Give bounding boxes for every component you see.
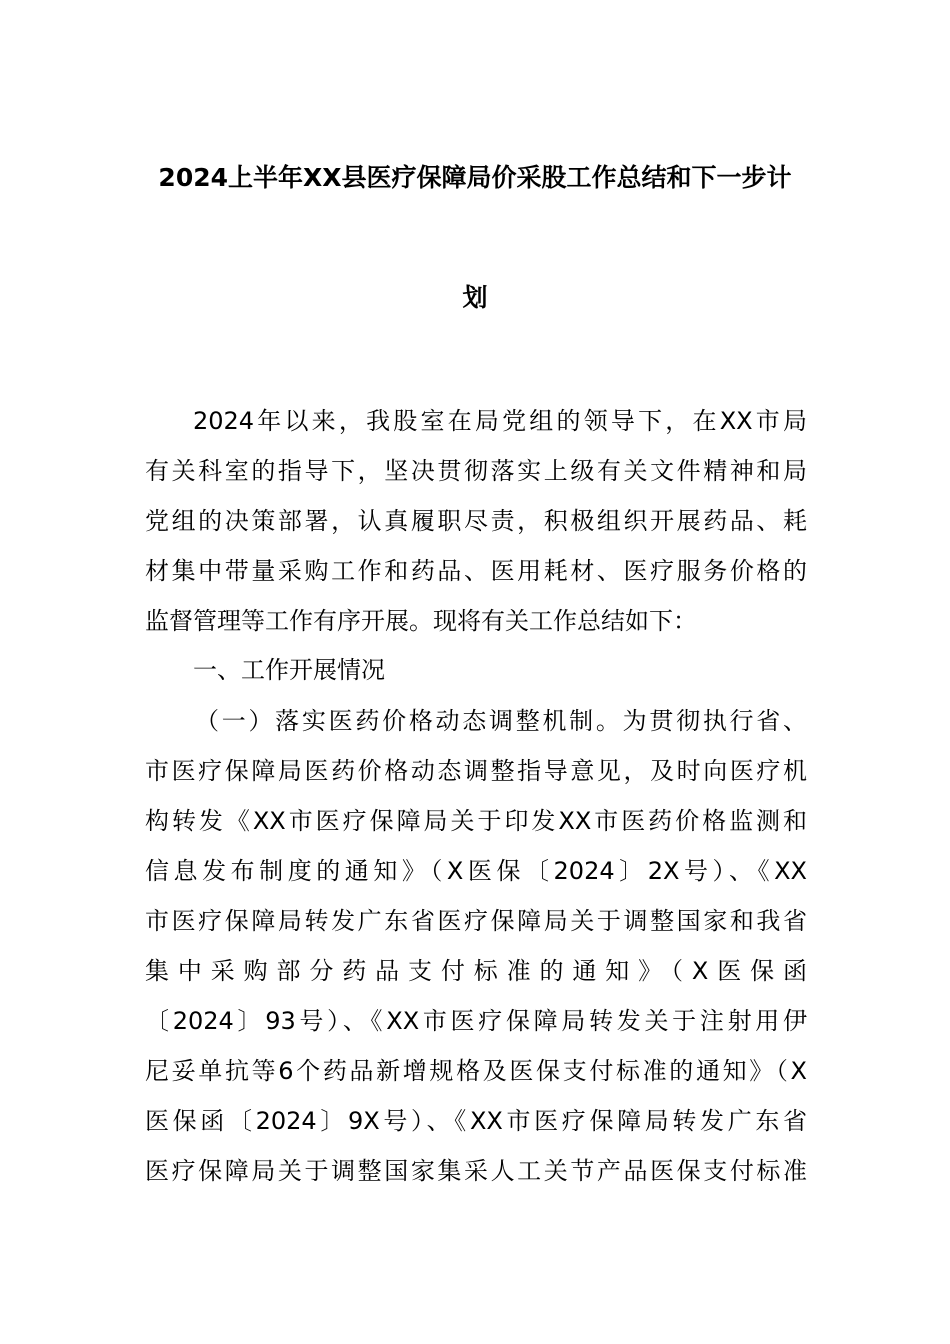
paragraph-line: 医保函〔2024〕9X号）、《XX市医疗保障局转发广东省 — [145, 1107, 807, 1135]
paragraph-line: 材集中带量采购工作和药品、医用耗材、医疗服务价格的 — [145, 557, 807, 585]
paragraph-line: 市医疗保障局医药价格动态调整指导意见，及时向医疗机 — [145, 757, 807, 785]
paragraph-line: 医疗保障局关于调整国家集采人工关节产品医保支付标准 — [145, 1157, 807, 1185]
paragraph-line: 信息发布制度的通知》（X医保〔2024〕2X号）、《XX — [145, 857, 807, 885]
paragraph-line: 〔2024〕93号）、《XX市医疗保障局转发关于注射用伊 — [145, 1007, 807, 1035]
document-title-line-2: 划 — [462, 283, 488, 312]
section-heading: 一、工作开展情况 — [193, 656, 385, 684]
paragraph-line: 2024年以来，我股室在局党组的领导下，在XX市局 — [193, 407, 807, 435]
paragraph-line: 构转发《XX市医疗保障局关于印发XX市医药价格监测和 — [145, 807, 807, 835]
paragraph-line: 党组的决策部署，认真履职尽责，积极组织开展药品、耗 — [145, 507, 807, 535]
document-title-line-1: 2024上半年XX县医疗保障局价采股工作总结和下一步计 — [158, 163, 792, 192]
paragraph-line: 有关科室的指导下，坚决贯彻落实上级有关文件精神和局 — [145, 457, 807, 485]
paragraph-line: 监督管理等工作有序开展。现将有关工作总结如下： — [145, 607, 697, 635]
paragraph-line: 尼妥单抗等6个药品新增规格及医保支付标准的通知》（X — [145, 1057, 807, 1085]
paragraph-line: （一）落实医药价格动态调整机制。为贯彻执行省、 — [195, 707, 807, 735]
paragraph-line: 市医疗保障局转发广东省医疗保障局关于调整国家和我省 — [145, 907, 807, 935]
paragraph-line: 集中采购部分药品支付标准的通知》（X医保函 — [145, 957, 807, 985]
